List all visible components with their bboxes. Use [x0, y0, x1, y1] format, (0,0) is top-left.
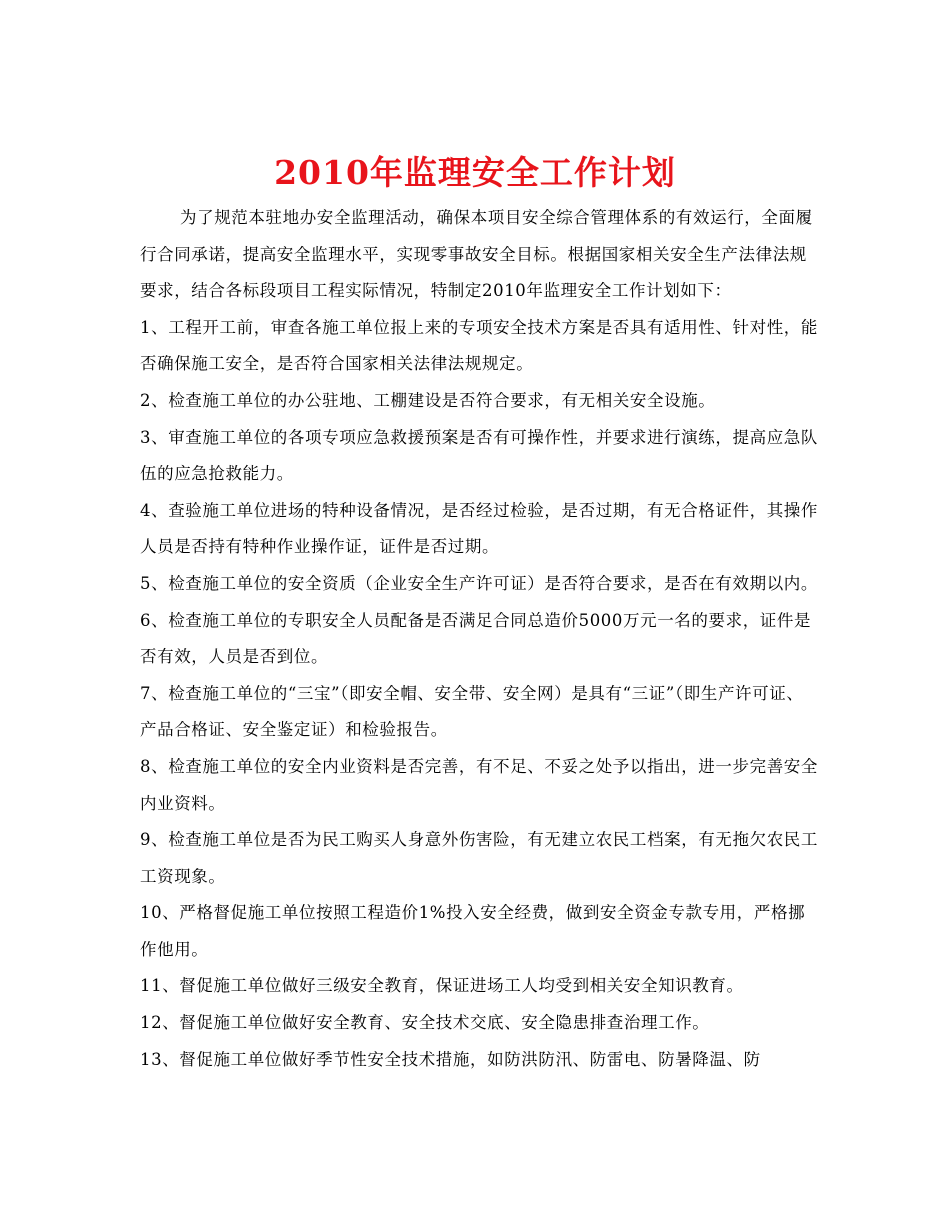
intro-paragraph: 为了规范本驻地办安全监理活动，确保本项目安全综合管理体系的有效运行，全面履行合同承诺，提高安全监理水平，实现零事故安全目标。根据国家相关安全生产法律法规要求，结合各标段项目工程实际情况，特制定2010年监理安全工作计划如下： — [140, 208, 813, 301]
list-item-11: 11、督促施工单位做好三级安全教育，保证进场工人均受到相关安全知识教育。 — [140, 976, 744, 996]
list-item-8: 8、检查施工单位的安全内业资料是否完善，有不足、不妥之处予以指出，进一步完善安全内业资料。 — [140, 756, 818, 813]
list-item-7: 7、检查施工单位的“三宝”（即安全帽、安全带、安全网）是具有“三证”（即生产许可证、产品合格证、安全鉴定证）和检验报告。 — [140, 683, 804, 740]
list-item-6: 6、检查施工单位的专职安全人员配备是否满足合同总造价5000万元一名的要求，证件是否有效，人员是否到位。 — [140, 610, 812, 667]
list-item-3: 3、审查施工单位的各项专项应急救援预案是否有可操作性，并要求进行演练，提高应急队伍的应急抢救能力。 — [140, 427, 818, 484]
document-title: 2010年监理安全工作计划 — [274, 153, 676, 193]
list-item-4: 4、查验施工单位进场的特种设备情况，是否经过检验，是否过期，有无合格证件，其操作人员是否持有特种作业操作证，证件是否过期。 — [140, 500, 818, 557]
list-item-10: 10、严格督促施工单位按照工程造价1%投入安全经费，做到安全资金专款专用，严格挪作他用。 — [140, 903, 806, 959]
list-item-5: 5、检查施工单位的安全资质（企业安全生产许可证）是否符合要求，是否在有效期以内。 — [140, 573, 818, 593]
list-item-1: 1、工程开工前，审查各施工单位报上来的专项安全技术方案是否具有适用性、针对性，能否确保施工安全，是否符合国家相关法律法规规定。 — [140, 317, 818, 374]
list-item-9: 9、检查施工单位是否为民工购买人身意外伤害险，有无建立农民工档案，有无拖欠农民工工资现象。 — [140, 830, 818, 886]
list-item-12: 12、督促施工单位做好安全教育、安全技术交底、安全隐患排查治理工作。 — [140, 1013, 710, 1033]
list-item-2: 2、检查施工单位的办公驻地、工棚建设是否符合要求，有无相关安全设施。 — [140, 390, 716, 410]
document-body — [140, 200, 820, 1078]
list-item-13: 13、督促施工单位做好季节性安全技术措施，如防洪防汛、防雷电、防暑降温、防 — [140, 1049, 761, 1069]
